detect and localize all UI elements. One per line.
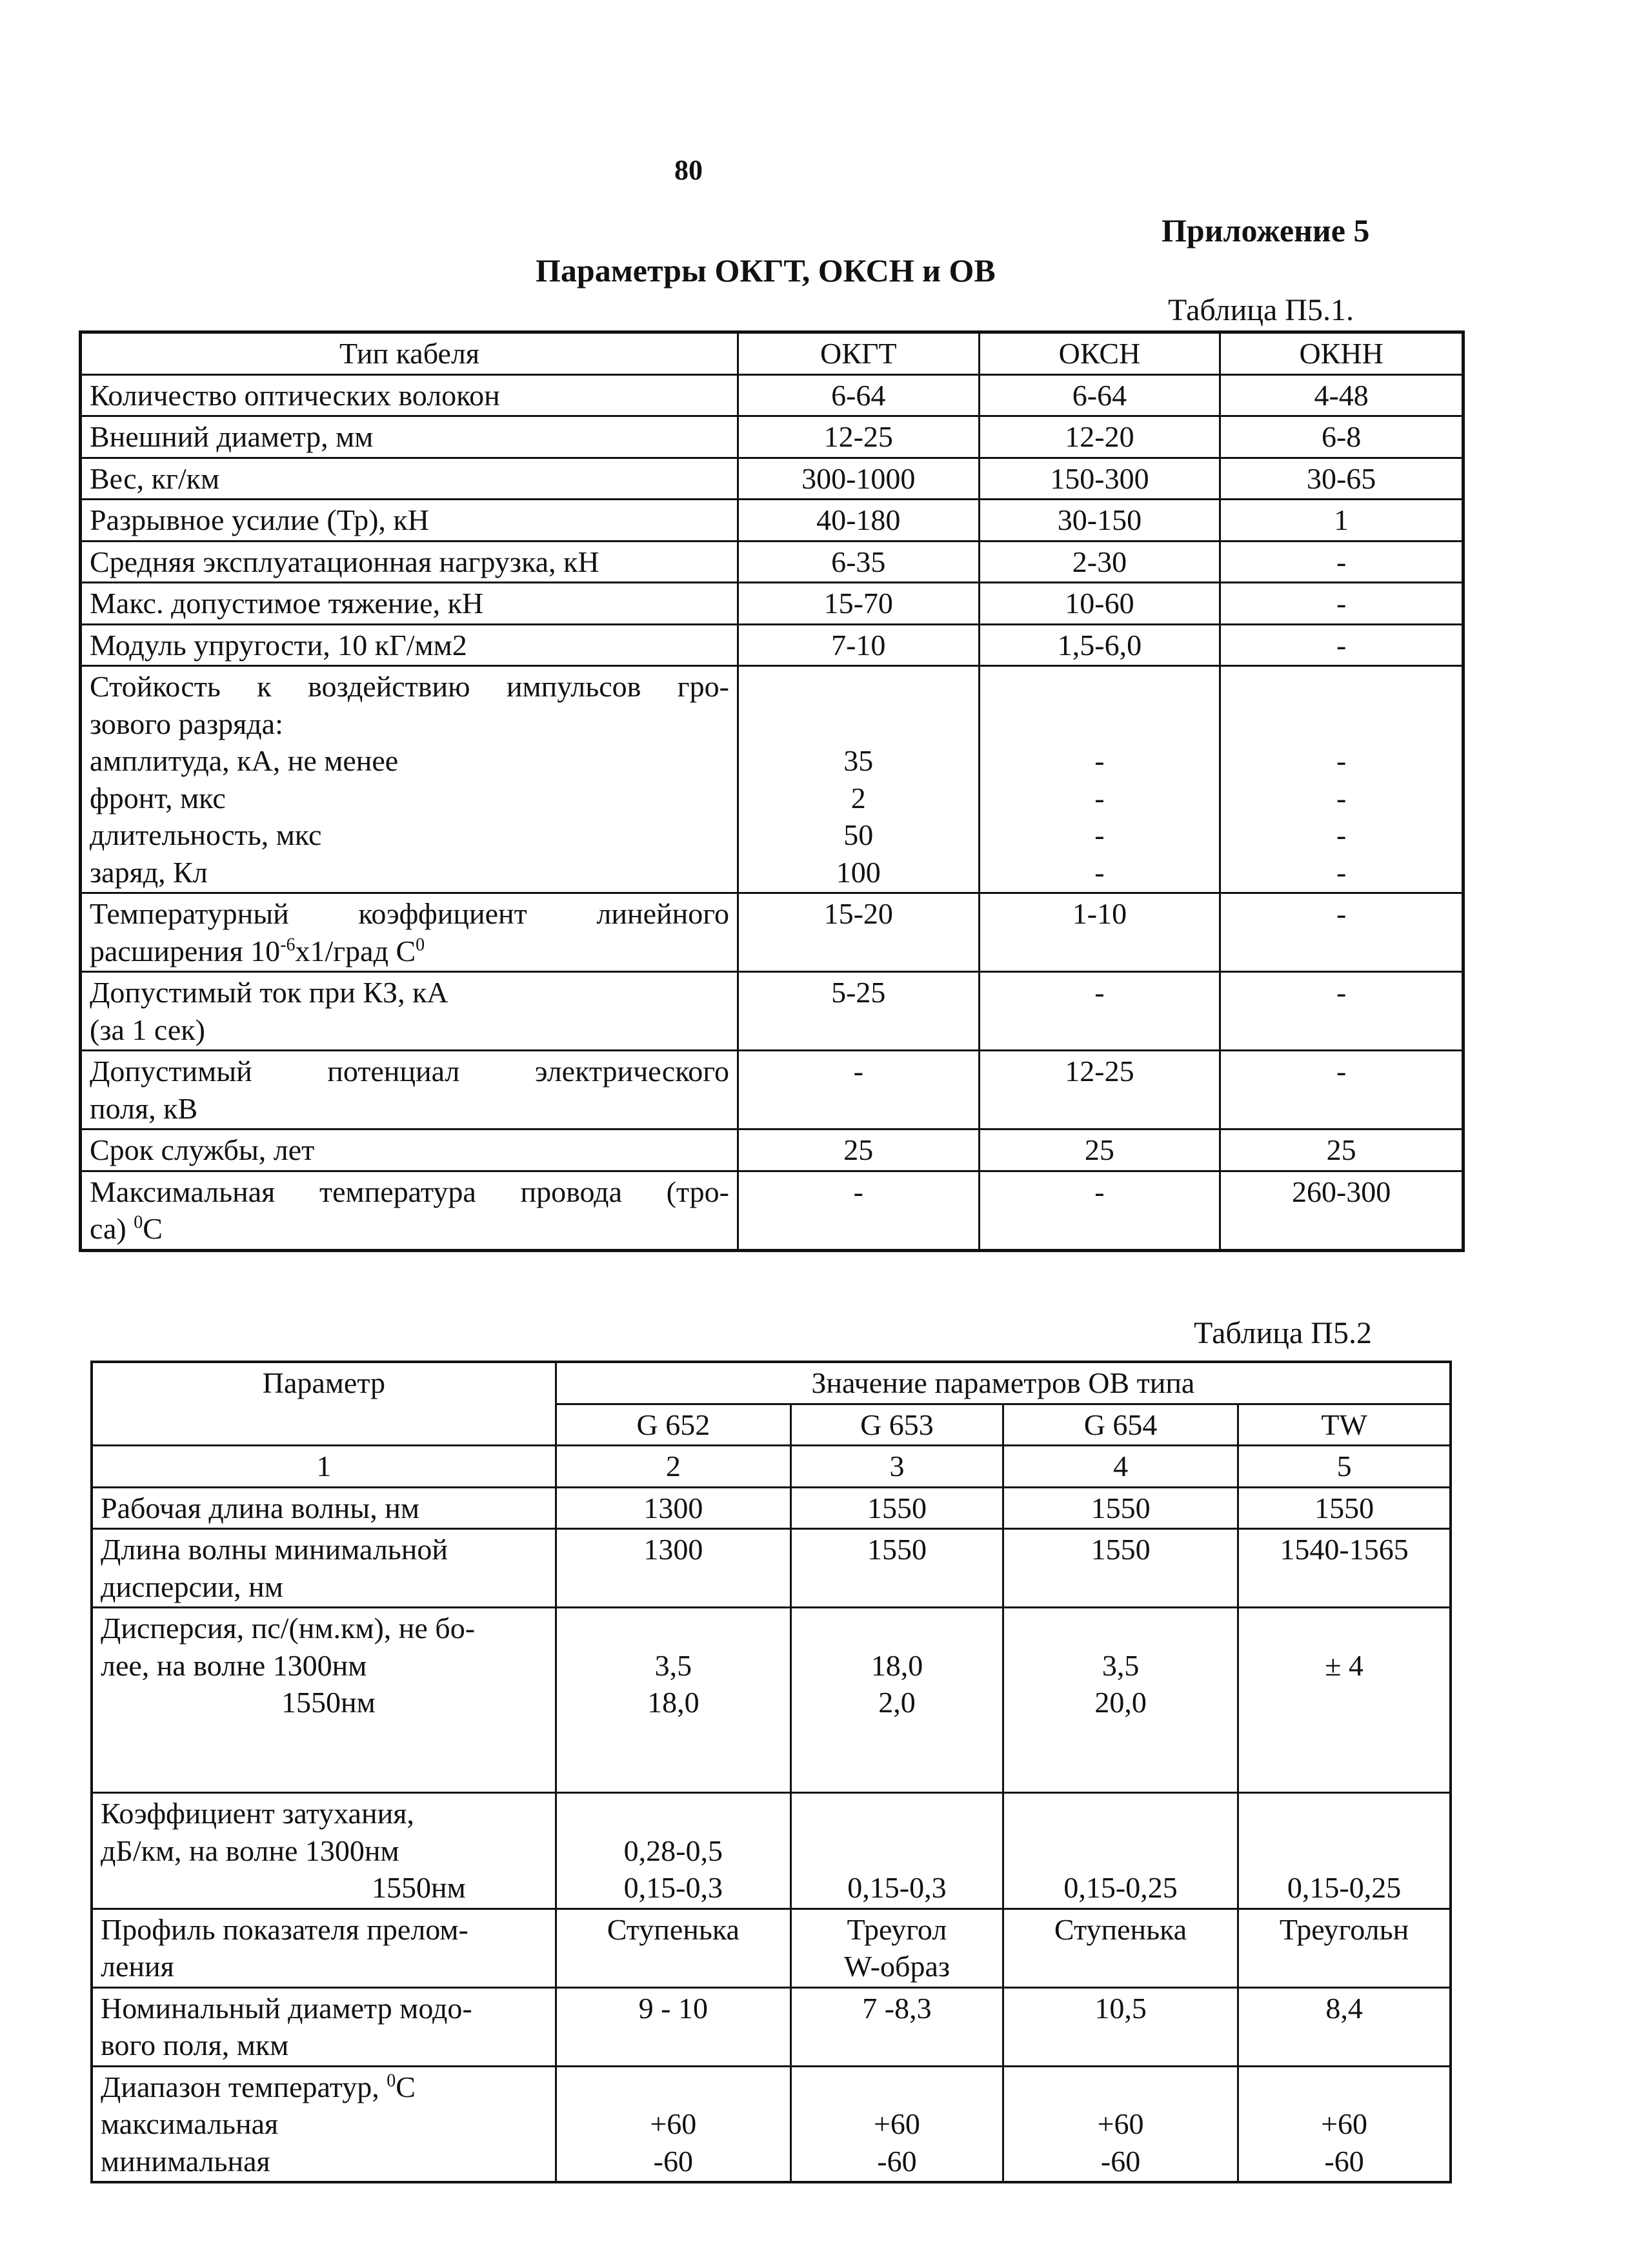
value: -60: [1100, 2144, 1141, 2178]
table-row: [92, 1487, 1451, 1529]
table-row: [92, 1793, 1451, 1909]
cell-g653: 1550: [790, 1487, 1003, 1529]
row-label: [92, 1793, 556, 1909]
value: W-образ: [843, 1950, 951, 1983]
value: 0,15-0,25: [1287, 1871, 1402, 1904]
header-values-group: Значение параметров ОВ типа: [556, 1362, 1451, 1404]
table-row: [81, 893, 1464, 972]
value: +60: [1097, 2107, 1144, 2140]
header-cable-type: Тип кабеля: [81, 332, 738, 375]
row-label: [92, 1987, 556, 2066]
col-number: 1: [92, 1446, 556, 1488]
cell-oknn: 1: [1220, 500, 1464, 542]
table2-caption: Таблица П5.2: [1194, 1316, 1372, 1350]
cell-okgt: 12-25: [738, 416, 979, 458]
value: -60: [653, 2144, 693, 2178]
cell-oksn: 1,5-6,0: [979, 624, 1220, 666]
cell-okgt: 5-25: [738, 972, 979, 1051]
cable-parameters-table: [79, 330, 1465, 1252]
label-line: (за 1 сек): [90, 1013, 205, 1046]
row-label: Модуль упругости, 10 кГ/мм2: [81, 624, 738, 666]
value: 20,0: [1094, 1686, 1147, 1719]
row-label: Количество оптических волокон: [81, 374, 738, 416]
header-oksn: ОКСН: [979, 332, 1220, 375]
cell-oknn: -: [1220, 541, 1464, 583]
table-row: [81, 1051, 1464, 1129]
col-number: 3: [790, 1446, 1003, 1488]
appendix-label: Приложение 5: [1162, 212, 1370, 248]
cell-g653: [790, 1608, 1003, 1793]
cell-oknn: -: [1220, 893, 1464, 972]
table-row: [81, 458, 1464, 500]
cell-oksn: [979, 666, 1220, 893]
table-row: [92, 1987, 1451, 2066]
cell-oknn: 30-65: [1220, 458, 1464, 500]
value: -60: [877, 2144, 917, 2178]
cell-g653: 1550: [790, 1529, 1003, 1608]
value: -: [1336, 855, 1347, 889]
cell-g654: [1003, 1793, 1238, 1909]
row-label: Внешний диаметр, мм: [81, 416, 738, 458]
value: Треугол: [847, 1912, 947, 1946]
row-label: [81, 1171, 738, 1250]
cell-g652: 9 - 10: [556, 1987, 790, 2066]
row-label: Срок службы, лет: [81, 1129, 738, 1171]
cell-tw: 1540-1565: [1238, 1529, 1451, 1608]
cell-okgt: [738, 666, 979, 893]
value: +60: [873, 2107, 920, 2140]
label-line: Дисперсия, пс/(нм.км), не бо-: [101, 1612, 476, 1645]
table-row: [81, 972, 1464, 1051]
table-row: [92, 2066, 1451, 2182]
value: 18,0: [647, 1686, 699, 1719]
cell-tw: Треугольн: [1238, 1909, 1451, 1987]
header-g654: G 654: [1003, 1404, 1238, 1446]
table-row: [81, 583, 1464, 625]
value: -: [1336, 781, 1347, 815]
value: ± 4: [1325, 1648, 1363, 1682]
cell-oknn: 25: [1220, 1129, 1464, 1171]
page-title: Параметры ОКГТ, ОКСН и ОВ: [536, 252, 996, 289]
label-line: Диапазон температур, $^0$С: [101, 2070, 416, 2103]
cell-tw: [1238, 1793, 1451, 1909]
cell-oknn: -: [1220, 624, 1464, 666]
value: +60: [1321, 2107, 1368, 2140]
label-line: вого поля, мкм: [101, 2029, 289, 2061]
table-row: [92, 1608, 1451, 1793]
value: -: [1094, 818, 1105, 851]
value: -: [1336, 744, 1347, 777]
row-label: Рабочая длина волны, нм: [92, 1487, 556, 1529]
lightning-heading-line2: зового разряда:: [90, 707, 283, 740]
cell-oksn: 2-30: [979, 541, 1220, 583]
table-row: [81, 1129, 1464, 1171]
cell-g654: 1550: [1003, 1529, 1238, 1608]
row-label: [81, 893, 738, 972]
value: 3,5: [1102, 1648, 1140, 1682]
lightning-sub-label: фронт, мкс: [90, 781, 226, 815]
table-header-row: [92, 1362, 1451, 1404]
cell-okgt: 6-64: [738, 374, 979, 416]
column-number-row: [92, 1446, 1451, 1488]
label-line: расширения $10^{-6}х1$/град $С^0$: [90, 934, 425, 967]
cell-g653: [790, 1909, 1003, 1987]
label-line: Температурный коэффициент линейного: [90, 897, 729, 930]
table-row: [81, 374, 1464, 416]
cell-okgt: 15-20: [738, 893, 979, 972]
label-line: Допустимый ток при КЗ, кА: [90, 976, 448, 1009]
header-okgt: ОКГТ: [738, 332, 979, 375]
label-line: Профиль показателя прелом-: [101, 1912, 468, 1946]
cell-oksn: 150-300: [979, 458, 1220, 500]
row-label: [81, 972, 738, 1051]
page-number: 80: [674, 154, 703, 186]
cell-oksn: 12-25: [979, 1051, 1220, 1129]
lightning-heading-line1: Стойкость к воздействию импульсов гро-: [90, 670, 729, 703]
cell-oksn: -: [979, 972, 1220, 1051]
cell-g654: 10,5: [1003, 1987, 1238, 2066]
cell-okgt: -: [738, 1171, 979, 1250]
cell-tw: [1238, 2066, 1451, 2182]
cell-oksn: 12-20: [979, 416, 1220, 458]
cell-oknn: [1220, 666, 1464, 893]
table1-caption: Таблица П5.1.: [1168, 293, 1354, 327]
cell-okgt: 300-1000: [738, 458, 979, 500]
header-tw: TW: [1238, 1404, 1451, 1446]
table-header-row: [81, 332, 1464, 375]
fiber-parameters-table: [90, 1361, 1452, 2183]
row-label: Разрывное усилие (Тр), кН: [81, 500, 738, 542]
col-number: 4: [1003, 1446, 1238, 1488]
cell-g654: 1550: [1003, 1487, 1238, 1529]
cell-oknn: 260-300: [1220, 1171, 1464, 1250]
lightning-sub-label: амплитуда, кА, не менее: [90, 744, 399, 777]
cell-tw: [1238, 1608, 1451, 1793]
table-row: [81, 541, 1464, 583]
row-label: [81, 666, 738, 893]
cell-g652: [556, 1793, 790, 1909]
cell-oknn: 6-8: [1220, 416, 1464, 458]
label-line: лее, на волне 1300нм: [101, 1648, 367, 1682]
label-line: Максимальная температура провода (тро-: [90, 1175, 729, 1208]
table-row: [92, 1909, 1451, 1987]
label-line: са) $^0$С: [90, 1212, 163, 1245]
label-line: минимальная: [101, 2144, 270, 2178]
table-row: [81, 1171, 1464, 1250]
value: 0,28-0,5: [623, 1834, 723, 1867]
lightning-sub-label: длительность, мкс: [90, 818, 322, 851]
label-line: Допустимый потенциал электрического: [90, 1055, 729, 1088]
value: 2: [850, 781, 866, 815]
table-row-lightning: [81, 666, 1464, 893]
cell-g652: [556, 1608, 790, 1793]
cell-oksn: 1-10: [979, 893, 1220, 972]
value: 0,15-0,3: [623, 1871, 723, 1904]
cell-oksn: 25: [979, 1129, 1220, 1171]
cell-g653: [790, 1793, 1003, 1909]
cell-g653: [790, 2066, 1003, 2182]
label-line: Коэффициент затухания,: [101, 1797, 414, 1830]
lightning-sub-label: заряд, Кл: [90, 855, 208, 889]
value: +60: [650, 2107, 697, 2140]
cell-okgt: 40-180: [738, 500, 979, 542]
label-line: дБ/км, на волне 1300нм: [101, 1834, 399, 1867]
row-label: [81, 1051, 738, 1129]
value: -: [1094, 855, 1105, 889]
cell-okgt: -: [738, 1051, 979, 1129]
table-row: [81, 416, 1464, 458]
cell-oksn: -: [979, 1171, 1220, 1250]
col-number: 5: [1238, 1446, 1451, 1488]
header-oknn: ОКНН: [1220, 332, 1464, 375]
value: -: [1094, 744, 1105, 777]
label-line: поля, кВ: [90, 1091, 198, 1125]
header-g652: G 652: [556, 1404, 790, 1446]
cell-oknn: -: [1220, 1051, 1464, 1129]
cell-g652: Ступенька: [556, 1909, 790, 1987]
value: 18,0: [870, 1648, 923, 1682]
label-line: Номинальный диаметр модо-: [101, 1991, 472, 2025]
cell-g654: Ступенька: [1003, 1909, 1238, 1987]
cell-okgt: 7-10: [738, 624, 979, 666]
cell-oksn: 6-64: [979, 374, 1220, 416]
cell-oknn: -: [1220, 972, 1464, 1051]
label-line: максимальная: [101, 2107, 279, 2140]
value: 0,15-0,25: [1063, 1871, 1178, 1904]
row-label: Вес, кг/км: [81, 458, 738, 500]
cell-g652: 1300: [556, 1529, 790, 1608]
value: 0,15-0,3: [847, 1871, 947, 1904]
value: 2,0: [878, 1686, 916, 1719]
label-line: 1550нм: [372, 1871, 466, 1904]
cell-g654: [1003, 2066, 1238, 2182]
row-label: [92, 1608, 556, 1793]
label-line: 1550нм: [281, 1686, 376, 1719]
label-line: ления: [101, 1950, 174, 1983]
cell-okgt: 6-35: [738, 541, 979, 583]
value: 50: [843, 818, 874, 851]
cell-g652: 1300: [556, 1487, 790, 1529]
label-line: дисперсии, нм: [101, 1570, 283, 1603]
cell-g654: [1003, 1608, 1238, 1793]
cell-g653: 7 -8,3: [790, 1987, 1003, 2066]
header-parameter: Параметр: [92, 1362, 556, 1446]
value: -: [1094, 781, 1105, 815]
col-number: 2: [556, 1446, 790, 1488]
value: -: [1336, 818, 1347, 851]
value: -60: [1324, 2144, 1364, 2178]
value: 3,5: [654, 1648, 692, 1682]
cell-tw: 1550: [1238, 1487, 1451, 1529]
row-label: Макс. допустимое тяжение, кН: [81, 583, 738, 625]
value: 100: [836, 855, 881, 889]
label-line: Длина волны минимальной: [101, 1533, 448, 1566]
row-label: [92, 2066, 556, 2182]
cell-oknn: -: [1220, 583, 1464, 625]
value: 35: [843, 744, 874, 777]
cell-okgt: 15-70: [738, 583, 979, 625]
header-g653: G 653: [790, 1404, 1003, 1446]
cell-oksn: 30-150: [979, 500, 1220, 542]
row-label: [92, 1529, 556, 1608]
row-label: Средняя эксплуатационная нагрузка, кН: [81, 541, 738, 583]
cell-okgt: 25: [738, 1129, 979, 1171]
table-row: [92, 1529, 1451, 1608]
table-row: [81, 624, 1464, 666]
row-label: [92, 1909, 556, 1987]
cell-oksn: 10-60: [979, 583, 1220, 625]
cell-oknn: 4-48: [1220, 374, 1464, 416]
cell-tw: 8,4: [1238, 1987, 1451, 2066]
cell-g652: [556, 2066, 790, 2182]
table-row: [81, 500, 1464, 542]
